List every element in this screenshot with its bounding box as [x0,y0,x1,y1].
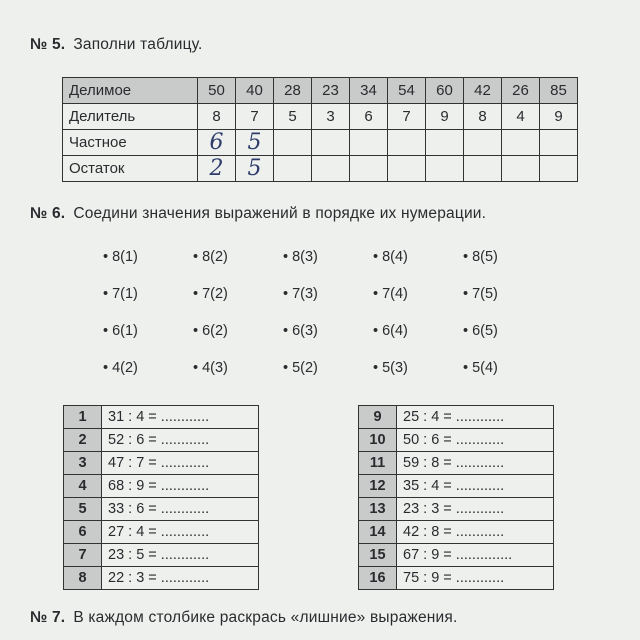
row-label: Делимое [63,78,198,104]
division-expression[interactable]: 42 : 8 = ............ [397,521,554,544]
task5-heading [30,36,203,54]
answer-cell[interactable] [312,130,350,156]
answer-cell[interactable] [464,130,502,156]
item-number: 8 [64,567,102,590]
table-row [359,452,554,475]
numbered-expressions-right [358,405,554,590]
task6-title: Соедини значения выражений в порядке их нумерации. [73,205,487,222]
answer-cell[interactable] [464,156,502,182]
item-number: 5 [64,498,102,521]
division-expression[interactable]: 23 : 3 = ............ [397,498,554,521]
connect-point[interactable]: • 5(3) [373,360,408,376]
value-cell: 3 [312,104,350,130]
table-row [359,475,554,498]
connect-point[interactable]: • 8(2) [193,249,228,265]
connect-point[interactable]: • 8(4) [373,249,408,265]
division-expression[interactable]: 68 : 9 = ............ [102,475,259,498]
division-expression[interactable]: 31 : 4 = ............ [102,406,259,429]
answer-cell[interactable] [388,156,426,182]
task6-heading [30,205,486,223]
division-expression[interactable]: 59 : 8 = ............ [397,452,554,475]
item-number: 2 [64,429,102,452]
value-cell: 4 [502,104,540,130]
answer-cell[interactable] [540,130,578,156]
task5-number: № 5. [30,36,66,53]
answer-cell[interactable]: 5 [236,156,274,182]
table-row [63,78,578,104]
answer-cell[interactable] [502,156,540,182]
connect-point[interactable]: • 8(1) [103,249,138,265]
division-expression[interactable]: 52 : 6 = ............ [102,429,259,452]
division-expression[interactable]: 50 : 6 = ............ [397,429,554,452]
division-expression[interactable]: 22 : 3 = ............ [102,567,259,590]
connect-point[interactable]: • 7(2) [193,286,228,302]
answer-cell[interactable]: 5 [236,130,274,156]
item-number: 14 [359,521,397,544]
value-cell: 40 [236,78,274,104]
table-row [63,104,578,130]
task7-heading [30,609,458,627]
division-expression[interactable]: 35 : 4 = ............ [397,475,554,498]
value-cell: 26 [502,78,540,104]
row-label: Делитель [63,104,198,130]
connect-point[interactable]: • 7(3) [283,286,318,302]
division-expression[interactable]: 67 : 9 = .............. [397,544,554,567]
value-cell: 5 [274,104,312,130]
value-cell: 9 [540,104,578,130]
answer-cell[interactable] [426,156,464,182]
connect-point[interactable]: • 8(5) [463,249,498,265]
table-row [359,521,554,544]
division-expression[interactable]: 47 : 7 = ............ [102,452,259,475]
division-expression[interactable]: 75 : 9 = ............ [397,567,554,590]
answer-cell[interactable]: 6 [198,130,236,156]
table-row [359,406,554,429]
task6-number: № 6. [30,205,66,222]
connect-point[interactable]: • 5(2) [283,360,318,376]
connect-point[interactable]: • 6(4) [373,323,408,339]
connect-point[interactable]: • 7(4) [373,286,408,302]
table-row [359,567,554,590]
value-cell: 54 [388,78,426,104]
table-row [63,130,578,156]
connect-point[interactable]: • 4(3) [193,360,228,376]
answer-cell[interactable] [274,156,312,182]
connect-point[interactable]: • 7(1) [103,286,138,302]
numbered-expressions-left [63,405,259,590]
table-row [64,544,259,567]
task5-title: Заполни таблицу. [73,36,203,53]
table-row [359,544,554,567]
value-cell: 8 [464,104,502,130]
division-table [62,77,578,182]
value-cell: 23 [312,78,350,104]
item-number: 6 [64,521,102,544]
table-row [64,429,259,452]
value-cell: 28 [274,78,312,104]
value-cell: 6 [350,104,388,130]
item-number: 16 [359,567,397,590]
row-label: Остаток [63,156,198,182]
answer-cell[interactable] [350,130,388,156]
connect-points-grid [103,248,553,377]
connect-point[interactable]: • 7(5) [463,286,498,302]
value-cell: 9 [426,104,464,130]
item-number: 11 [359,452,397,475]
table-row [359,498,554,521]
item-number: 4 [64,475,102,498]
item-number: 13 [359,498,397,521]
answer-cell[interactable] [426,130,464,156]
item-number: 12 [359,475,397,498]
item-number: 10 [359,429,397,452]
value-cell: 7 [388,104,426,130]
answer-cell[interactable] [274,130,312,156]
table-row [64,452,259,475]
task7-number: № 7. [30,609,66,626]
value-cell: 34 [350,78,388,104]
item-number: 1 [64,406,102,429]
row-label: Частное [63,130,198,156]
answer-cell[interactable] [388,130,426,156]
connect-point[interactable]: • 5(4) [463,360,498,376]
answer-cell[interactable] [312,156,350,182]
item-number: 7 [64,544,102,567]
value-cell: 42 [464,78,502,104]
table-row [359,429,554,452]
connect-point[interactable]: • 4(2) [103,360,138,376]
value-cell: 8 [198,104,236,130]
answer-cell[interactable] [540,156,578,182]
value-cell: 7 [236,104,274,130]
table-row [64,498,259,521]
connect-point[interactable]: • 6(3) [283,323,318,339]
table-row [63,156,578,182]
table-row [64,475,259,498]
answer-cell[interactable] [350,156,388,182]
value-cell: 60 [426,78,464,104]
item-number: 15 [359,544,397,567]
division-expression[interactable]: 33 : 6 = ............ [102,498,259,521]
connect-point[interactable]: • 8(3) [283,249,318,265]
task7-title: В каждом столбике раскрась «лишние» выражения. [73,609,458,626]
value-cell: 85 [540,78,578,104]
item-number: 9 [359,406,397,429]
answer-cell[interactable] [502,130,540,156]
table-row [64,567,259,590]
connect-point[interactable]: • 6(2) [193,323,228,339]
connect-point[interactable]: • 6(5) [463,323,498,339]
table-row [64,521,259,544]
item-number: 3 [64,452,102,475]
connect-point[interactable]: • 6(1) [103,323,138,339]
answer-cell[interactable]: 2 [198,156,236,182]
division-expression[interactable]: 23 : 5 = ............ [102,544,259,567]
division-expression[interactable]: 25 : 4 = ............ [397,406,554,429]
value-cell: 50 [198,78,236,104]
table-row [64,406,259,429]
division-expression[interactable]: 27 : 4 = ............ [102,521,259,544]
